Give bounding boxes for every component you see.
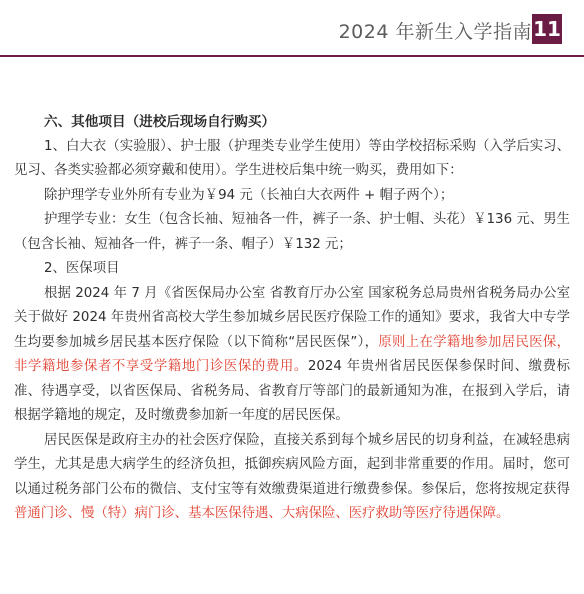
document-body <box>14 110 570 527</box>
item2-para1-highlight: 原则上在学籍地参加居民医保，非学籍地参保者不享受学籍地门诊医保的费用。 <box>14 334 570 374</box>
header-title: 2024 年新生入学指南 <box>338 21 532 43</box>
item1-price-line-nursing: 护理学专业：女生（包含长袖、短袖各一件，裤子一条、护士帽、头花）￥136 元、男生（包含长袖、短袖各一件，裤子一条、帽子）￥132 元； <box>14 212 570 252</box>
item2-para2-text: 居民医保是政府主办的社会医疗保险，直接关系到每个城乡居民的切身利益，在减轻患病学生，尤其是患大病学生的经济负担，抵御疾病风险方面，起到非常重要的作用。届时，您可以通过税务部门公布的微信、支付宝等有效缴费渠道进行缴费参保。参保后，您将按规定获得 <box>14 432 570 497</box>
page-header <box>0 0 584 58</box>
page-number-badge: 11 <box>532 14 562 44</box>
item2-para1-text: 根据 2024 年 7 月《省医保局办公室 省教育厅办公室 国家税务总局贵州省税务局办公室关于做好 2024 年贵州省高校大学生参加城乡居民医疗保险工作的通知》要求，我省大中专学生均要参加城乡居民基本医疗保险（以下简称“居民医保”）， <box>14 285 570 350</box>
item2-paragraph-1 <box>14 282 570 429</box>
section-heading: 六、其他项目（进校后现场自行购买） <box>44 114 276 130</box>
header-divider <box>0 55 584 57</box>
item1-paragraph: 1、白大衣（实验服）、护士服（护理类专业学生使用）等由学校招标采购（入学后实习、见习、各类实验都必须穿戴和使用）。学生进校后集中统一购买，费用如下： <box>14 138 570 178</box>
item2-paragraph-2 <box>14 429 570 527</box>
item1-price-line-general: 除护理学专业外所有专业为￥94 元（长袖白大衣两件 + 帽子两个）； <box>44 187 454 203</box>
item2-label: 2、医保项目 <box>44 261 120 276</box>
item2-para2-highlight: 普通门诊、慢（特）病门诊、基本医保待遇、大病保险、医疗救助等医疗待遇保障。 <box>14 506 510 521</box>
item2-para1-tail: 2024 年贵州省居民医保参保时间、缴费标准、待遇享受，以省医保局、省税务局、省教育厅等部门的最新通知为准，在报到入学后，请根据学籍地的规定，及时缴费参加新一年度的居民医保。 <box>14 359 570 423</box>
